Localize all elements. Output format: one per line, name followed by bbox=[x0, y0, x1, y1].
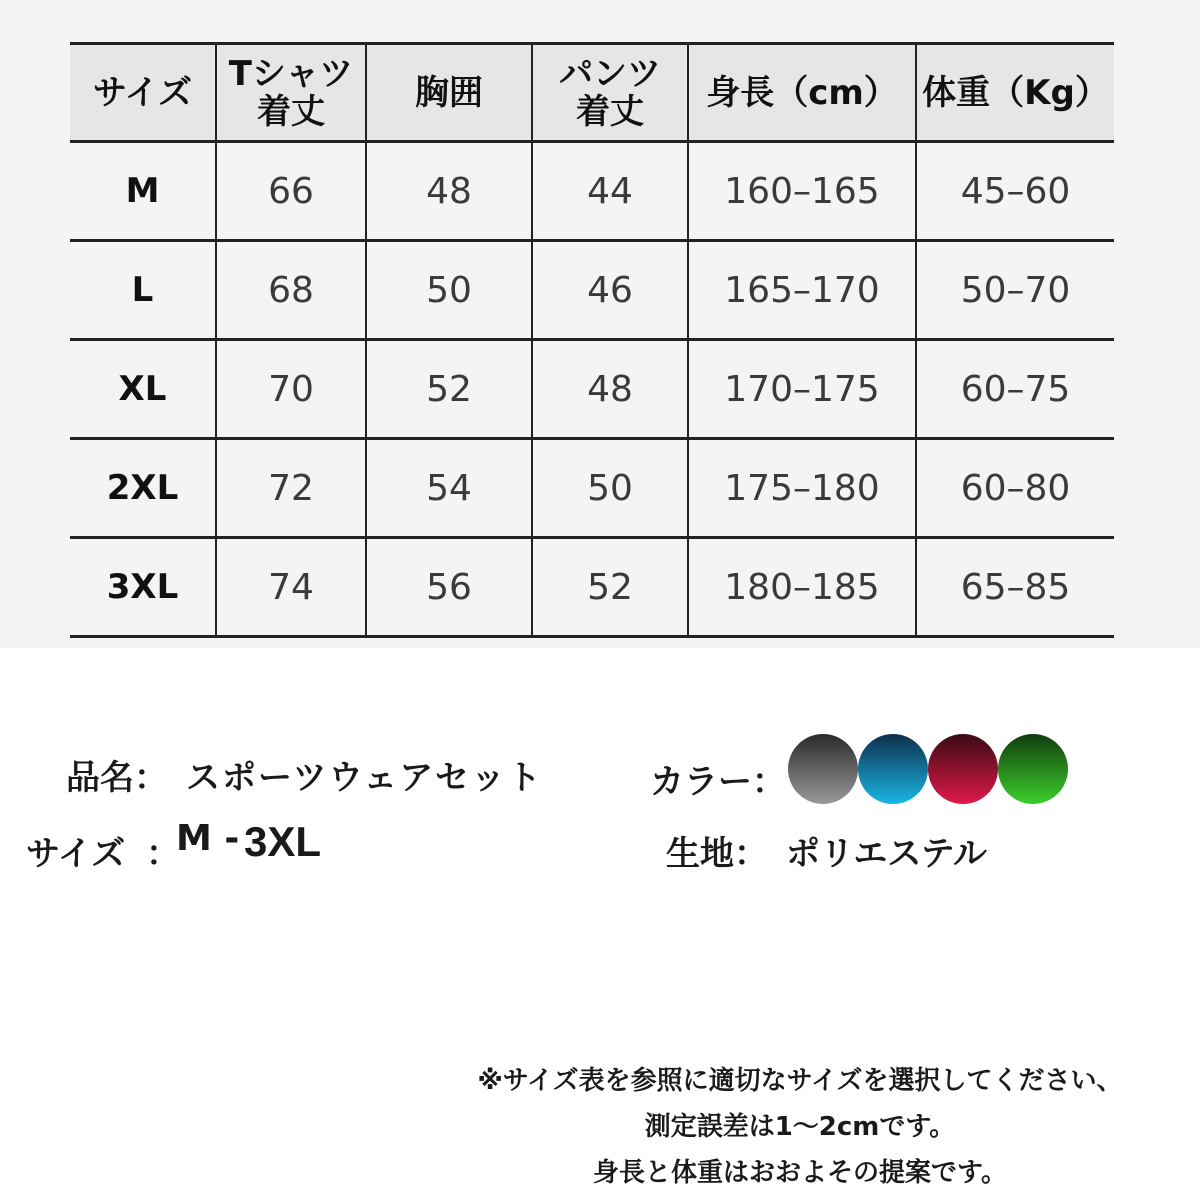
cell-tshirt-length: 66 bbox=[216, 142, 366, 241]
cell-height: 170–175 bbox=[688, 340, 916, 439]
size-chart bbox=[70, 42, 1114, 638]
cell-pants-length: 50 bbox=[532, 439, 688, 538]
table-row bbox=[70, 340, 1114, 439]
note-line: 身長と体重はおおよその提案です。 bbox=[593, 1158, 1007, 1188]
cell-weight: 60–75 bbox=[916, 340, 1114, 439]
cell-tshirt-length: 74 bbox=[216, 538, 366, 637]
cell-pants-length: 44 bbox=[532, 142, 688, 241]
header-size: サイズ bbox=[70, 44, 216, 142]
table-row bbox=[70, 142, 1114, 241]
table-row bbox=[70, 241, 1114, 340]
table-row bbox=[70, 538, 1114, 637]
size-label: サイズ bbox=[26, 834, 126, 874]
size-separator: ： bbox=[146, 834, 180, 874]
note-line: 測定誤差は1～2cmです。 bbox=[644, 1112, 956, 1142]
cell-size: 3XL bbox=[70, 538, 216, 637]
cell-tshirt-length: 72 bbox=[216, 439, 366, 538]
cell-height: 160–165 bbox=[688, 142, 916, 241]
material-value: ポリエステル bbox=[786, 834, 987, 874]
red-swatch bbox=[928, 734, 998, 804]
color-label: カラー： bbox=[650, 762, 786, 802]
size-range-start: M - bbox=[176, 818, 240, 859]
product-name-value: スポーツウェアセット bbox=[186, 758, 543, 798]
cell-size: XL bbox=[70, 340, 216, 439]
cell-tshirt-length: 68 bbox=[216, 241, 366, 340]
green-swatch bbox=[998, 734, 1068, 804]
cell-size: M bbox=[70, 142, 216, 241]
cell-pants-length: 46 bbox=[532, 241, 688, 340]
blue-swatch bbox=[858, 734, 928, 804]
notes bbox=[380, 1058, 1200, 1196]
cell-chest: 52 bbox=[366, 340, 532, 439]
note-line: ※サイズ表を参照に適切なサイズを選択してください、 bbox=[477, 1066, 1123, 1096]
cell-pants-length: 52 bbox=[532, 538, 688, 637]
cell-chest: 48 bbox=[366, 142, 532, 241]
table-row bbox=[70, 439, 1114, 538]
cell-height: 180–185 bbox=[688, 538, 916, 637]
cell-weight: 45–60 bbox=[916, 142, 1114, 241]
cell-size: L bbox=[70, 241, 216, 340]
cell-height: 175–180 bbox=[688, 439, 916, 538]
black-swatch bbox=[788, 734, 858, 804]
header-pants-length: パンツ 着丈 bbox=[532, 44, 688, 142]
cell-tshirt-length: 70 bbox=[216, 340, 366, 439]
cell-chest: 56 bbox=[366, 538, 532, 637]
header-tshirt-length: Tシャツ 着丈 bbox=[216, 44, 366, 142]
table-header-row bbox=[70, 44, 1114, 142]
size-table bbox=[70, 42, 1114, 638]
header-height: 身長（cm） bbox=[688, 44, 916, 142]
cell-pants-length: 48 bbox=[532, 340, 688, 439]
cell-size: 2XL bbox=[70, 439, 216, 538]
cell-chest: 54 bbox=[366, 439, 532, 538]
material-label: 生地： bbox=[666, 834, 768, 874]
product-name-label: 品名： bbox=[66, 758, 168, 798]
header-weight: 体重（Kg） bbox=[916, 44, 1114, 142]
header-chest: 胸囲 bbox=[366, 44, 532, 142]
cell-weight: 60–80 bbox=[916, 439, 1114, 538]
size-range-end: 3XL bbox=[244, 818, 322, 865]
cell-weight: 50–70 bbox=[916, 241, 1114, 340]
cell-weight: 65–85 bbox=[916, 538, 1114, 637]
cell-height: 165–170 bbox=[688, 241, 916, 340]
cell-chest: 50 bbox=[366, 241, 532, 340]
